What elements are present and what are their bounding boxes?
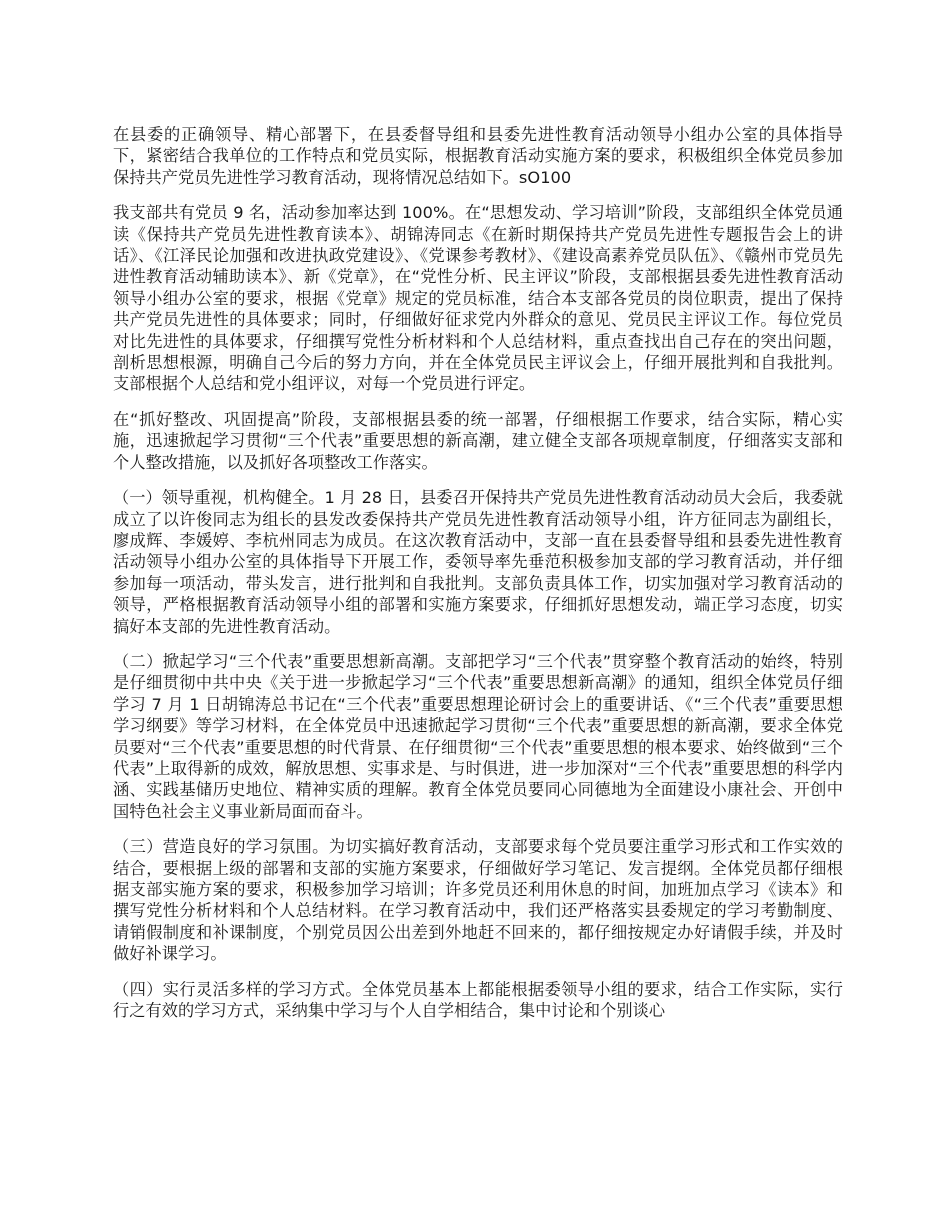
document-body — [113, 124, 843, 1035]
paragraph-section-1: （一）领导重视，机构健全。1 月 28 日，县委召开保持共产党员先进性教育活动动员大会后，我委就成立了以许俊同志为组长的县发改委保持共产党员先进性教育活动领导小组，许方征同志为副组长，廖成辉、李媛婷、李杭州同志为成员。在这次教育活动中，支部一直在县委督导组和县委先进性教育活动领导小组办公室的具体指导下开展工作，委领导率先垂范积极参加支部的学习教育活动，并仔细参加每一项活动，带头发言，进行批判和自我批判。支部负责具体工作，切实加强对学习教育活动的领导，严格根据教育活动领导小组的部署和实施方案要求，仔细抓好思想发动，端正学习态度，切实搞好本支部的先进性教育活动。 — [113, 488, 843, 636]
paragraph-intro: 在县委的正确领导、精心部署下，在县委督导组和县委先进性教育活动领导小组办公室的具体指导下，紧密结合我单位的工作特点和党员实际，根据教育活动实施方案的要求，积极组织全体党员参加保持共产党员先进性学习教育活动，现将情况总结如下。sO100 — [113, 125, 843, 187]
paragraph-study-stage: 我支部共有党员 9 名，活动参加率达到 100%。在“思想发动、学习培训”阶段，支部组织全体党员通读《保持共产党员先进性教育读本》、胡锦涛同志《在新时期保持共产党员先进性专题报告会上的讲话》、《江泽民论加强和改进执政党建设》、《党课参考教材》、《建设高素养党员队伍》、《赣州市党员先进性教育活动辅助读本》、新《党章》，在“党性分析、民主评议”阶段，支部根据县委先进性教育活动领导小组办公室的要求，根据《党章》规定的党员标准，结合本支部各党员的岗位职责，提出了保持共产党员先进性的具体要求；同时，仔细做好征求党内外群众的意见、党员民主评议工作。每位党员对比先进性的具体要求，仔细撰写党性分析材料和个人总结材料，重点查找出自己存在的突出问题，剖析思想根源，明确自己今后的努力方向，并在全体党员民主评议会上，仔细开展批判和自我批判。支部根据个人总结和党小组评议，对每一个党员进行评定。 — [113, 203, 843, 394]
paragraph-section-3: （三）营造良好的学习氛围。为切实搞好教育活动，支部要求每个党员要注重学习形式和工作实效的结合，要根据上级的部署和支部的实施方案要求，仔细做好学习笔记、发言提纲。全体党员都仔细根据支部实施方案的要求，积极参加学习培训；许多党员还利用休息的时间，加班加点学习《读本》和撰写党性分析材料和个人总结材料。在学习教育活动中，我们还严格落实县委规定的学习考勤制度、请销假制度和补课制度，个别党员因公出差到外地赶不回来的，都仔细按规定办好请假手续，并及时做好补课学习。 — [113, 837, 843, 964]
paragraph-section-4: （四）实行灵活多样的学习方式。全体党员基本上都能根据委领导小组的要求，结合工作实际，实行行之有效的学习方式，采纳集中学习与个人自学相结合，集中讨论和个别谈心 — [113, 979, 843, 1021]
paragraph-section-2: （二）掀起学习“三个代表”重要思想新高潮。支部把学习“三个代表”贯穿整个教育活动的始终，特别是仔细贯彻中共中央《关于进一步掀起学习“三个代表”重要思想新高潮》的通知，组织全体党员仔细学习 7 月 1 日胡锦涛总书记在“三个代表”重要思想理论研讨会上的重要讲话、《“三个代表”重要思想学习纲要》等学习材料，在全体党员中迅速掀起学习贯彻“三个代表”重要思想的新高潮，要求全体党员要对“三个代表”重要思想的时代背景、在仔细贯彻“三个代表”重要思想的根本要求、始终做到“三个代表”上取得新的成效，解放思想、实事求是、与时俱进，进一步加深对“三个代表”重要思想的科学内涵、实践基储历史地位、精神实质的理解。教育全体党员要同心同德地为全面建设小康社会、开创中国特色社会主义事业新局面而奋斗。 — [113, 651, 843, 821]
paragraph-rectification-stage: 在“抓好整改、巩固提高”阶段，支部根据县委的统一部署，仔细根据工作要求，结合实际，精心实施，迅速掀起学习贯彻“三个代表”重要思想的新高潮，建立健全支部各项规章制度，仔细落实支部和个人整改措施，以及抓好各项整改工作落实。 — [113, 409, 843, 472]
